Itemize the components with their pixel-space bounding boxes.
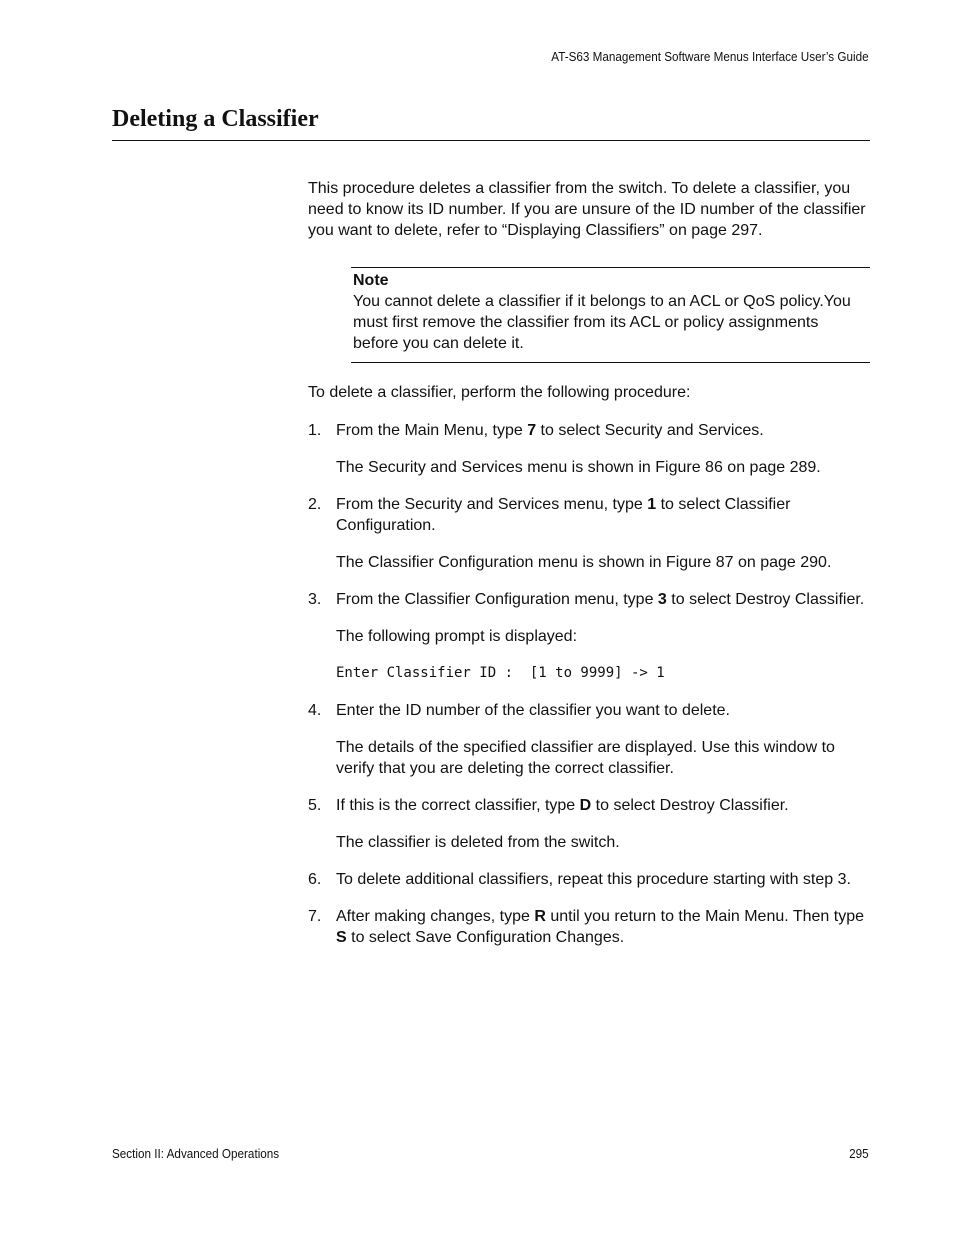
footer-section: Section II: Advanced Operations: [112, 1146, 280, 1161]
step-number: 6.: [308, 871, 322, 888]
step-5: [308, 795, 870, 853]
step-number: 2.: [308, 496, 322, 513]
step-7: [308, 906, 870, 948]
step-detail: The Classifier Configuration menu is shown in Figure 87 on page 290.: [336, 554, 832, 571]
intro-paragraph: This procedure deletes a classifier from the switch. To delete a classifier, you need to know its ID number. If you are unsure of the ID number of the classifier you want to delete, refer to “Displaying Classifiers” on page 297.: [308, 180, 866, 239]
step-number: 5.: [308, 797, 322, 814]
note-text: You cannot delete a classifier if it belongs to an ACL or QoS policy.You must first remove the classifier from its ACL or policy assignments before you can delete it.: [353, 293, 851, 352]
key-1: 1: [647, 496, 657, 513]
step-number: 7.: [308, 908, 322, 925]
body-content: [308, 178, 870, 964]
key-s: S: [336, 929, 347, 946]
note-box: [351, 267, 870, 363]
step-number: 3.: [308, 591, 322, 608]
key-r: R: [534, 908, 546, 925]
step-1: [308, 420, 870, 478]
page-number: 295: [849, 1146, 869, 1161]
step-instruction: Enter the ID number of the classifier you want to delete.: [336, 702, 730, 719]
procedure-lead: To delete a classifier, perform the following procedure:: [308, 384, 691, 401]
key-7: 7: [527, 422, 537, 439]
step-instruction: If this is the correct classifier, type D to select Destroy Classifier.: [336, 797, 789, 814]
step-3: [308, 589, 870, 684]
step-number: 1.: [308, 422, 322, 439]
note-title: Note: [353, 272, 389, 289]
step-instruction: After making changes, type R until you return to the Main Menu. Then type S to select Save Configuration Changes.: [336, 908, 864, 946]
step-detail: The Security and Services menu is shown in Figure 86 on page 289.: [336, 459, 821, 476]
step-6: [308, 869, 870, 890]
step-instruction: From the Classifier Configuration menu, type 3 to select Destroy Classifier.: [336, 591, 865, 608]
running-header: AT-S63 Management Software Menus Interface User’s Guide: [551, 49, 869, 64]
step-instruction: From the Main Menu, type 7 to select Security and Services.: [336, 422, 764, 439]
step-instruction: To delete additional classifiers, repeat this procedure starting with step 3.: [336, 871, 851, 888]
key-3: 3: [657, 591, 667, 608]
step-2: [308, 494, 870, 573]
step-instruction: From the Security and Services menu, type 1 to select Classifier Configuration.: [336, 496, 791, 534]
step-detail: The details of the specified classifier are displayed. Use this window to verify that you are deleting the correct classifier.: [336, 739, 835, 777]
step-number: 4.: [308, 702, 322, 719]
prompt-code: Enter Classifier ID : [1 to 9999] -> 1: [336, 665, 665, 681]
step-detail: The classifier is deleted from the switch.: [336, 834, 620, 851]
step-detail: The following prompt is displayed:: [336, 628, 578, 645]
key-d: D: [579, 797, 592, 814]
title-divider: [112, 140, 870, 141]
step-4: [308, 700, 870, 779]
section-title: Deleting a Classifier: [112, 106, 319, 132]
